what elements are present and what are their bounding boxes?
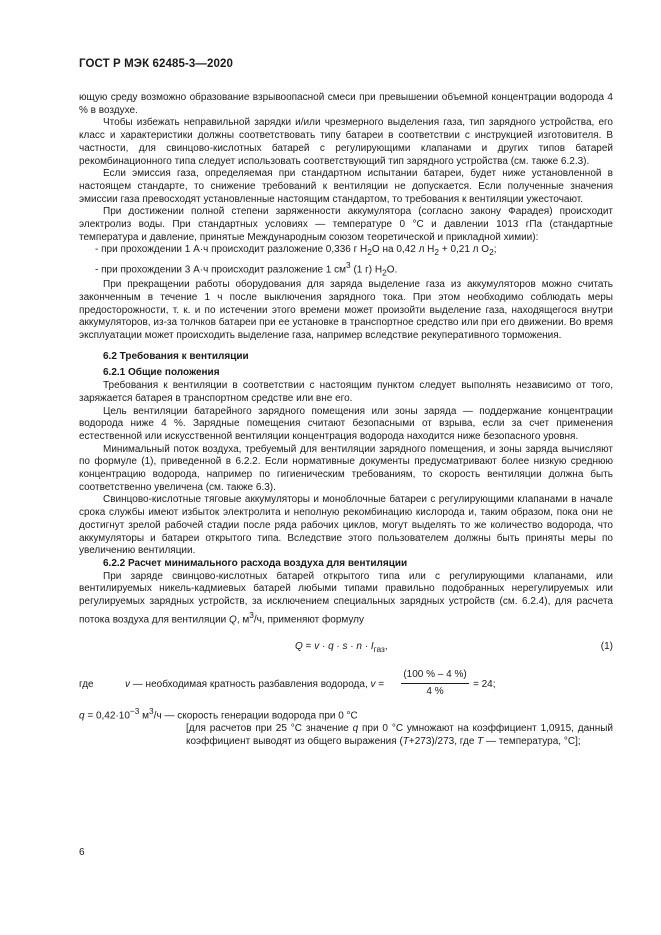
definition-line: $q = 0,42\cdot 10^{-3}$ $м^3/ч$ — скорость генерации водорода при 0 °С: [79, 705, 358, 722]
formula-block: [79, 635, 613, 661]
where-clause: [79, 669, 613, 705]
fraction: [401, 669, 469, 699]
paragraph: При прекращении работы оборудования для заряда выделение газа из аккумуляторов можно считать законченным в течение 1 ч после выключения зарядного тока. При этом необходимо соблюдать меры предосторожности, т. к. и по истечении этого времени может произойти выделение газа, находящегося внутри аккумуляторов, из-за толчков батареи при ее установке в транспортное средство или при его движении. Во время эксплуатации может происходить выделение газа, например вследствие рекуперативного торможения.: [79, 279, 613, 341]
formula: $Q = v \cdot q \cdot s \cdot n \cdot I_{газ}$,: [295, 640, 388, 654]
paragraph: Требования к вентиляции в соответствии с настоящим пунктом следует выполнять независимо от того, заряжается батарея в транспортном средстве или вне его.: [79, 380, 613, 404]
fraction-numerator: (100 % – 4 %): [401, 669, 469, 685]
paragraph: Если эмиссия газа, определяемая при стандартном испытании батареи, будет ниже установленной в настоящем стандарте, то снижение требований к вентиляции не допускается. Если полученные значения эмиссии газа превосходят установленные настоящим стандартом, то требования к вентиляции ужесточают.: [79, 168, 613, 205]
list-item: - при прохождении 1 А·ч происходит разложение 0,336 г $H_2O$ на 0,42 л $H_2 + 0,21$ л $O_2$;: [95, 244, 497, 258]
section-heading: 6.2 Требования к вентиляции: [103, 350, 249, 362]
paragraph: Чтобы избежать неправильной зарядки и/или чрезмерного выделения газа, тип зарядного устройства, его класс и характеристики должны соответствовать типу батареи в соответствии с инструкцией изготовителя. В частности, для свинцово-кислотных батарей с регулирующими клапанами и других типов батарей рекомбинационного типа следует использовать соответствующий тип зарядного устройства (см. также 6.2.3).: [79, 117, 613, 167]
document-header: ГОСТ Р МЭК 62485-3—2020: [79, 58, 233, 70]
where-label: где: [79, 678, 94, 690]
where-definition: v — необходимая кратность разбавления водорода, v =: [125, 678, 385, 690]
subsection-heading: 6.2.1 Общие положения: [103, 367, 220, 379]
paragraph: ющую среду возможно образование взрывоопасной смеси при превышении объемной концентрации водорода 4 % в воздухе.: [79, 92, 613, 116]
paragraph: Свинцово-кислотные тяговые аккумуляторы и моноблочные батареи с регулирующими клапанами в начале срока службы имеют избыток электролита и неполную рекомбинацию кислорода и, таким образом, пока они не достигнут зрелой рабочей стадии после ряда рабочих циклов, могут выделять то же количество водорода, что аккумуляторы и батареи открытого типа. Вследствие этого пользователем должны быть приняты меры по увеличению вентиляции.: [79, 494, 613, 557]
document-body: [79, 92, 613, 748]
fraction-denominator: 4 %: [426, 686, 444, 698]
page-number: 6: [79, 847, 85, 858]
paragraph: Минимальный поток воздуха, требуемый для вентиляции зарядного помещения, и зоны заряда вычисляют по формуле (1), приведенной в 6.2.2. Если нормативные документы предусматривают более низкую среднюю концентрацию водорода, например по гигиеническим требованиям, то скорость вентиляции должна быть соответственно увеличена (см. также 6.3).: [79, 443, 613, 493]
fraction-result: = 24;: [473, 678, 496, 690]
definition-note: [для расчетов при 25 °С значение q при 0 °С умножают на коэффициент 1,0915, данный коэффициент выводят из общего выражения (T+273)/273, где T — температура, °С];: [186, 722, 613, 747]
formula-number: (1): [600, 640, 613, 652]
paragraph: При заряде свинцово-кислотных батарей открытого типа или с регулирующими клапанами, или вентилируемых никель-кадмиевых батарей любыми типами правильно подобранных нерегулируемых или регулируемых зарядных устройств, за исключением специальных зарядных устройств (см. 6.2.4), для расчета потока воздуха для вентиляции Q, $м^3/ч$, применяют формулу: [79, 570, 613, 626]
paragraph: Цель вентиляции батарейного зарядного помещения или зоны заряда — поддержание концентрации водорода ниже 4 %. Зарядные помещения считают безопасными от взрыва, если за счет применения естественной или искусственной вентиляции концентрация водорода находится ниже безопасного уровня.: [79, 405, 613, 442]
paragraph: При достижении полной степени заряженности аккумулятора (согласно закону Фарадея) происходит электролиз воды. При стандартных условиях — температуре 0 °С и давлении 1013 гПа (стандартные температура и давление, принятые Международным союзом теоретической и прикладной химии):: [79, 206, 613, 243]
subsection-heading: 6.2.2 Расчет минимального расхода воздуха для вентиляции: [103, 557, 408, 569]
list-item: - при прохождении 3 А·ч происходит разложение 1 $см^3$ (1 г) $H_2O$.: [95, 260, 398, 278]
